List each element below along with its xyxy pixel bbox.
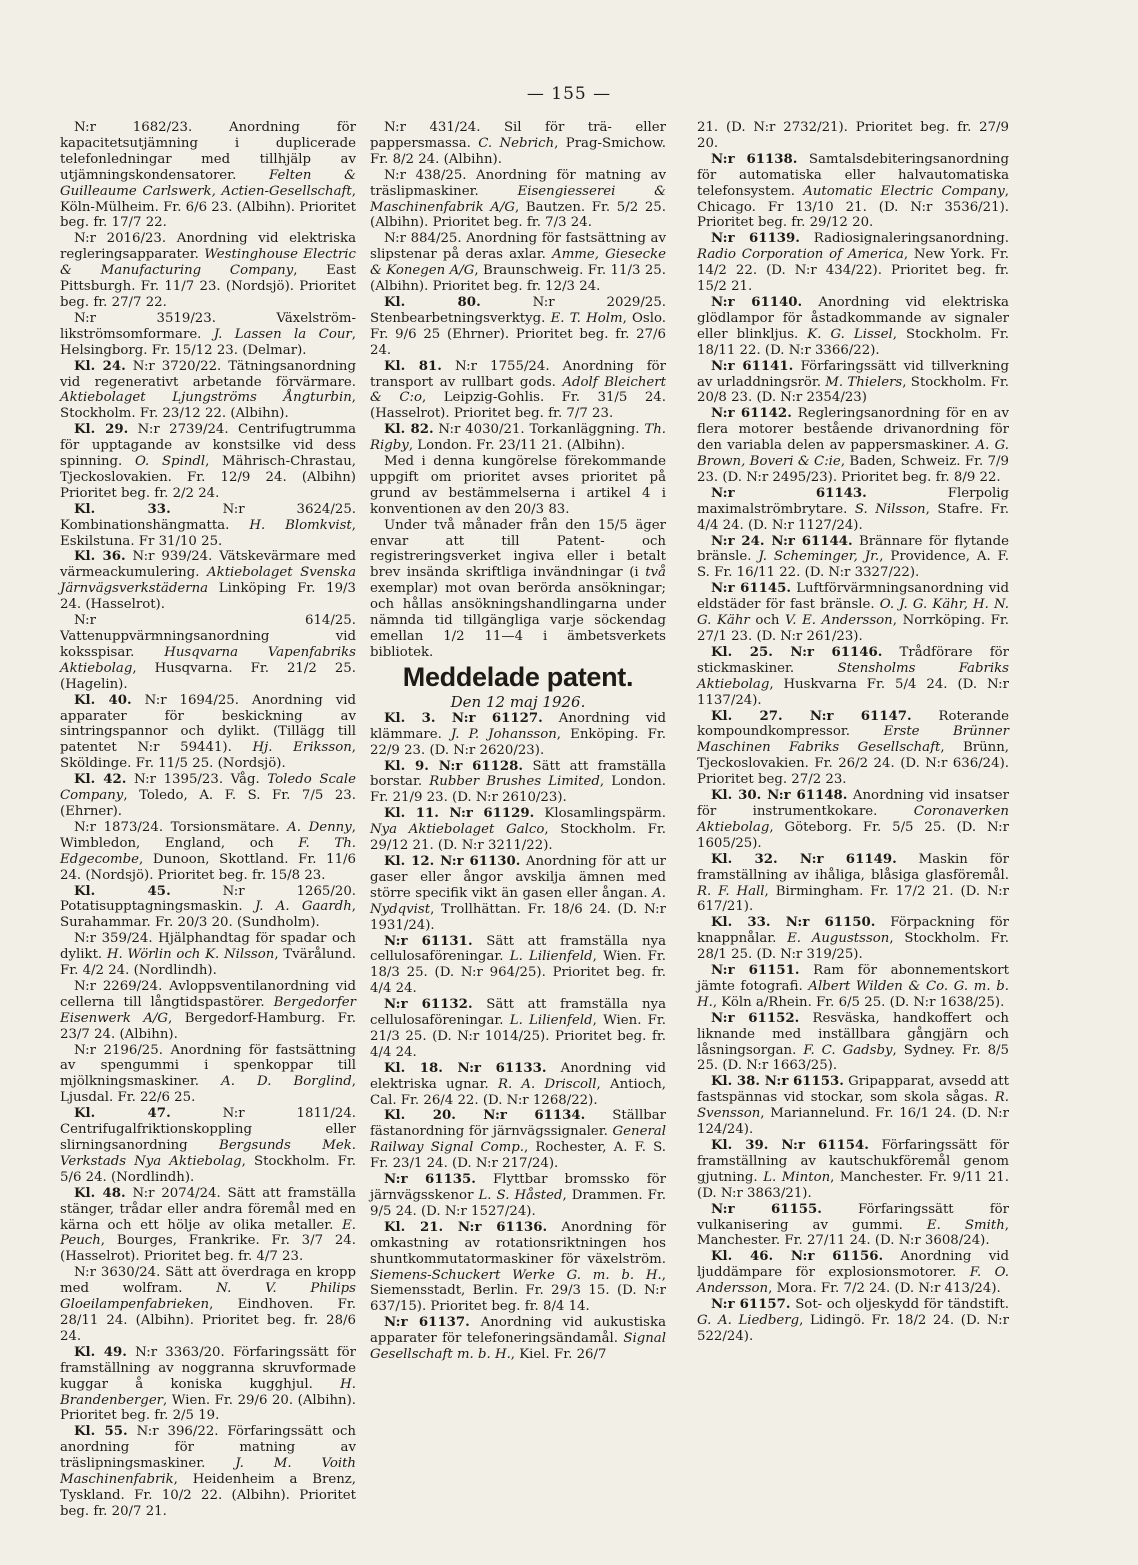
- patent-entry: Kl. 40. N:r 1694/25. Anordning vid apparater för beskickning av sintringspannor och dylikt. (Tillägg till patentet N:r 59441). Hj. Eriksson, Sköldinge. Fr. 11/5 25. (Nordsjö).: [60, 692, 357, 772]
- patent-entry: Kl. 46. N:r 61156. Anordning vid ljuddämpare för explosionsmotorer. F. O. Andersson, Mora. Fr. 7/2 24. (D. N:r 413/24).: [697, 1249, 1009, 1297]
- patent-entry: Kl. 81. N:r 1755/24. Anordning för transport av rullbart gods. Adolf Bleichert & C:o, Leipzig-Gohlis. Fr. 31/5 24. (Hasselrot). Prioritet beg. fr. 7/7 23.: [370, 358, 667, 422]
- column-right: [697, 120, 1009, 1345]
- patent-entry: N:r 614/25. Vattenuppvärmningsanordning vid koksspisar. Husqvarna Vapenfabriks Aktiebolag, Husqvarna. Fr. 21/2 25. (Hagelin).: [60, 613, 356, 692]
- patent-entry: Under två månader från den 15/5 äger envar att till Patent- och registreringsverket ingiva eller i betalt brev insända skriftliga invändningar (i två exemplar) mot ovan berörda ansökningar; och hållas ansökningshandlingarna under nämnda tid tillgängliga varje söckendag emellan 1/2 11—4 i ämbetsverkets bibliotek.: [370, 517, 666, 660]
- patent-entry: Kl. 11. N:r 61129. Klosamlingspärm. Nya Aktiebolaget Galco, Stockholm. Fr. 29/12 21. (D. N:r 3211/22).: [370, 806, 666, 854]
- patent-entry: N:r 359/24. Hjälphandtag för spadar och dylikt. H. Wörlin och K. Nilsson, Tvärålund. Fr. 4/2 24. (Nordlindh).: [60, 931, 356, 979]
- page-number: — 155 —: [526, 84, 612, 104]
- patent-entry: Kl. 33. N:r 3624/25. Kombinationshängmatta. H. Blomkvist, Eskilstuna. Fr 31/10 25.: [60, 501, 357, 549]
- patent-entry: N:r 3630/24. Sätt att överdraga en kropp med wolfram. N. V. Philips Gloeilampenfabrieken, Eindhoven. Fr. 28/11 24. (Albihn). Prioritet beg. fr. 28/6 24.: [60, 1265, 357, 1344]
- patent-entry: Kl. 49. N:r 3363/20. Förfaringssätt för framställning av noggranna skruvformade kuggar å koniska kugghjul. H. Brandenberger, Wien. Fr. 29/6 20. (Albihn). Prioritet beg. fr. 2/5 19.: [60, 1344, 356, 1424]
- patent-entry: Kl. 38. N:r 61153. Gripapparat, avsedd att fastspännas vid stockar, som skola sågas. R. Svensson, Mariannelund. Fr. 16/1 24. (D. N:r 124/24).: [697, 1074, 1009, 1138]
- patent-entry: N:r 884/25. Anordning för fastsättning av slipstenar på deras axlar. Amme, Giesecke & Konegen A/G, Braunschweig. Fr. 11/3 25. (Albihn). Prioritet beg. fr. 12/3 24.: [370, 231, 666, 295]
- patent-entry: Kl. 9. N:r 61128. Sätt att framställa borstar. Rubber Brushes Limited, London. Fr. 21/9 23. (D. N:r 2610/23).: [370, 758, 666, 806]
- patent-entry: N:r 61142. Regleringsanordning för en av flera motorer bestående drivanordning för den variabla delen av pappersmaskiner. A. G. Brown, Boveri & C:ie, Baden, Schweiz. Fr. 7/9 23. (D. N:r 2495/23). Prioritet beg. fr. 8/9 22.: [697, 406, 1009, 485]
- patent-entry: Med i denna kungörelse förekommande uppgift om prioritet avses prioritet på grund av bestämmelserna i artikel 4 i konventionen av den 20/3 83.: [370, 454, 666, 517]
- patent-entry: N:r 61131. Sätt att framställa nya cellulosaföreningar. L. Lilienfeld, Wien. Fr. 18/3 25. (D. N:r 964/25). Prioritet beg. fr. 4/4 24.: [370, 933, 667, 997]
- patent-entry: N:r 61145. Luftförvärmningsanordning vid eldstäder för fast bränsle. O. J. G. Kähr, H. N. G. Kähr och V. E. Andersson, Norrköping. Fr. 27/1 23. (D. N:r 261/23).: [697, 581, 1010, 644]
- patent-entry: N:r 61139. Radiosignaleringsanordning. Radio Corporation of America, New York. Fr. 14/2 22. (D. N:r 434/22). Prioritet beg. fr. 15/2 21.: [697, 231, 1009, 295]
- granted-patents-list: [370, 711, 666, 1363]
- patent-entry: N:r 431/24. Sil för trä- eller pappersmassa. C. Nebrich, Prag-Smichow. Fr. 8/2 24. (Albihn).: [370, 120, 666, 167]
- patent-entry: Kl. 25. N:r 61146. Trådförare för stickmaskiner. Stensholms Fabriks Aktiebolag, Huskvarna Fr. 5/4 24. (D. N:r 1137/24).: [697, 644, 1009, 708]
- patent-entry: Kl. 80. N:r 2029/25. Stenbearbetningsverktyg. E. T. Holm, Oslo. Fr. 9/6 25 (Ehrner). Prioritet beg. fr. 27/6 24.: [370, 294, 667, 358]
- patent-entry: Kl. 12. N:r 61130. Anordning för att ur gaser eller ångor avskilja ämnen med större specifik vikt än gasen eller ångan. A. Nydqvist, Trollhättan. Fr. 18/6 24. (D. N:r 1931/24).: [370, 853, 667, 933]
- patent-entry: Kl. 82. N:r 4030/21. Torkanläggning. Th. Rigby, London. Fr. 23/11 21. (Albihn).: [370, 422, 666, 454]
- patent-entry: N:r 61152. Resväska, handkoffert och liknande med inställbara gångjärn och låsningsorgan. F. C. Gadsby, Sydney. Fr. 8/5 25. (D. N:r 1663/25).: [697, 1010, 1009, 1074]
- patent-entry: N:r 2269/24. Avloppsventilanordning vid cellerna till långtidspastörer. Bergedorfer Eisenwerk A/G, Bergedorf-Hamburg. Fr. 23/7 24. (Albihn).: [60, 978, 356, 1042]
- patent-entry: Kl. 20. N:r 61134. Ställbar fästanordning för järnvägssignaler. General Railway Signal Comp., Rochester, A. F. S. Fr. 23/1 24. (D. N:r 217/24).: [370, 1108, 667, 1172]
- patent-entry: N:r 1682/23. Anordning för kapacitetsutjämning i duplicerade telefonledningar med tillhjälp av utjämningskondensatorer. Felten & Guilleaume Carlswerk, Actien-Gesellschaft, Köln-Mülheim. Fr. 6/6 23. (Albihn). Prioritet beg. fr. 17/7 22.: [60, 120, 356, 231]
- patent-entry: Kl. 45. N:r 1265/20. Potatisupptagningsmaskin. J. A. Gaardh, Surahammar. Fr. 20/3 20. (Sundholm).: [60, 883, 357, 931]
- patent-entry: 21. (D. N:r 2732/21). Prioritet beg. fr. 27/9 20.: [697, 120, 1009, 151]
- section-date: Den 12 maj 1926.: [450, 692, 586, 711]
- patent-entry: N:r 61157. Sot- och oljeskydd för tändstift. G. A. Liedberg, Lidingö. Fr. 18/2 24. (D. N:r 522/24).: [697, 1297, 1009, 1344]
- patent-entry: N:r 24. N:r 61144. Brännare för flytande bränsle. J. Scheminger, Jr., Providence, A. F. S. Fr. 16/11 22. (D. N:r 3327/22).: [697, 533, 1009, 581]
- patent-entry: Kl. 39. N:r 61154. Förfaringssätt för framställning av kautschukföremål genom gjutning. L. Minton, Manchester. Fr. 9/11 21. (D. N:r 3863/21).: [697, 1138, 1009, 1201]
- patent-entry: Kl. 27. N:r 61147. Roterande kompoundkompressor. Erste Brünner Maschinen Fabriks Gesellschaft, Brünn, Tjeckoslovakien. Fr. 26/2 24. (D. N:r 636/24). Prioritet beg. 27/2 23.: [697, 708, 1009, 788]
- patent-entry: Kl. 29. N:r 2739/24. Centrifugtrumma för upptagande av konstsilke vid dess spinning. O. Spindl, Mährisch-Chrastau, Tjeckoslovakien. Fr. 12/9 24. (Albihn) Prioritet beg. fr. 2/2 24.: [60, 422, 357, 501]
- patent-entry: N:r 61143. Flerpolig maximalströmbrytare. S. Nilsson, Stafre. Fr. 4/4 24. (D. N:r 1127/24).: [697, 485, 1009, 533]
- patent-entry: N:r 61138. Samtalsdebiteringsanordning för automatiska eller halvautomatiska telefonsystem. Automatic Electric Company, Chicago. Fr 13/10 21. (D. N:r 3536/21). Prioritet beg. fr. 29/12 20.: [697, 151, 1009, 231]
- patent-entry: N:r 2016/23. Anordning vid elektriska regleringsapparater. Westinghouse Electric & Manufacturing Company, East Pittsburgh. Fr. 11/7 23. (Nordsjö). Prioritet beg. fr. 27/7 22.: [60, 231, 356, 310]
- column-middle: [370, 120, 666, 1363]
- patent-entry: N:r 61132. Sätt att framställa nya cellulosaföreningar. L. Lilienfeld, Wien. Fr. 21/3 25. (D. N:r 1014/25). Prioritet beg. fr. 4/4 24.: [370, 997, 667, 1060]
- patent-entry: N:r 61155. Förfaringssätt för vulkanisering av gummi. E. Smith, Manchester. Fr. 27/11 24. (D. N:r 3608/24).: [697, 1201, 1009, 1249]
- patent-entry: Kl. 24. N:r 3720/22. Tätningsanordning vid regenerativt arbetande förvärmare. Aktiebolaget Ljungströms Ångturbin, Stockholm. Fr. 23/12 22. (Albihn).: [60, 358, 356, 422]
- patent-entry: N:r 2196/25. Anordning för fastsättning av spengummi i spenkoppar till mjölkningsmaskiner. A. D. Borglind, Ljusdal. Fr. 22/6 25.: [60, 1042, 356, 1106]
- patent-entry: Kl. 3. N:r 61127. Anordning vid klämmare. J. P. Johansson, Enköping. Fr. 22/9 23. (D. N:r 2620/23).: [370, 710, 666, 758]
- patent-entry: Kl. 18. N:r 61133. Anordning vid elektriska ugnar. R. A. Driscoll, Antioch, Cal. Fr. 26/4 22. (D. N:r 1268/22).: [370, 1060, 666, 1108]
- patent-entry: Kl. 47. N:r 1811/24. Centrifugalfriktionskoppling eller slirningsanordning Bergsunds Mek. Verkstads Nya Aktiebolag, Stockholm. Fr. 5/6 24. (Nordlindh).: [60, 1106, 357, 1185]
- patent-entry: N:r 1873/24. Torsionsmätare. A. Denny, Wimbledon, England, och F. Th. Edgecombe, Dunoon, Skottland. Fr. 11/6 24. (Nordsjö). Prioritet beg. fr. 15/8 23.: [60, 819, 356, 883]
- patent-entry: Kl. 42. N:r 1395/23. Våg. Toledo Scale Company, Toledo, A. F. S. Fr. 7/5 23. (Ehrner).: [60, 772, 356, 819]
- patent-entry: N:r 61135. Flyttbar bromssko för järnvägsskenor L. S. Håsted, Drammen. Fr. 9/5 24. (D. N:r 1527/24).: [370, 1172, 666, 1219]
- patent-entry: N:r 3519/23. Växelström-likströmsomformare. J. Lassen la Cour, Helsingborg. Fr. 15/12 23. (Delmar).: [60, 310, 356, 358]
- patent-entry: Kl. 48. N:r 2074/24. Sätt att framställa stänger, trådar eller andra föremål med en kärna och ett hölje av olika metaller. E. Peuch, Bourges, Frankrike. Fr. 3/7 24. (Hasselrot). Prioritet beg. fr. 4/7 23.: [60, 1185, 356, 1265]
- patent-entry: Kl. 21. N:r 61136. Anordning för omkastning av rotationsriktningen hos shuntkommutatormaskiner för växelström. Siemens-Schuckert Werke G. m. b. H., Siemensstadt, Berlin. Fr. 29/3 15. (D. N:r 637/15). Prioritet beg. fr. 8/4 14.: [370, 1219, 666, 1315]
- patent-entry: Kl. 30. N:r 61148. Anordning vid insatser för instrumentkokare. Coronaverken Aktiebolag, Göteborg. Fr. 5/5 25. (D. N:r 1605/25).: [697, 788, 1009, 851]
- patent-entry: Kl. 55. N:r 396/22. Förfaringssätt och anordning för matning av träslipningsmaskiner. J. M. Voith Maschinenfabrik, Heidenheim a Brenz, Tyskland. Fr. 10/2 22. (Albihn). Prioritet beg. fr. 20/7 21.: [60, 1424, 356, 1519]
- patent-entry: N:r 61141. Förfaringssätt vid tillverkning av urladdningsrör. M. Thielers, Stockholm. Fr. 20/8 23. (D. N:r 2354/23): [697, 358, 1009, 406]
- announcements-list: [370, 120, 666, 661]
- patent-entry: N:r 61137. Anordning vid aukustiska apparater för telefoneringsändamål. Signal Gesellschaft m. b. H., Kiel. Fr. 26/7: [370, 1315, 666, 1363]
- patent-entry: Kl. 32. N:r 61149. Maskin för framställning av ihåliga, blåsiga glasföremål. R. F. Hall, Birmingham. Fr. 17/2 21. (D. N:r 617/21).: [697, 851, 1009, 915]
- patent-entry: N:r 438/25. Anordning för matning av träslipmaskiner. Eisengiesserei & Maschinenfabrik A/G, Bautzen. Fr. 5/2 25. (Albihn). Prioritet beg. fr. 7/3 24.: [370, 167, 666, 231]
- patent-entry: N:r 61151. Ram för abonnementskort jämte fotografi. Albert Wilden & Co. G. m. b. H., Köln a/Rhein. Fr. 6/5 25. (D. N:r 1638/25).: [697, 963, 1009, 1010]
- section-heading: Meddelade patent.: [402, 661, 634, 692]
- patent-entry: Kl. 33. N:r 61150. Förpackning för knappnålar. E. Augustsson, Stockholm. Fr. 28/1 25. (D. N:r 319/25).: [697, 915, 1009, 963]
- patent-entry: Kl. 36. N:r 939/24. Vätskevärmare med värmeackumulering. Aktiebolaget Svenska Järnvägsverkstäderna Linköping Fr. 19/3 24. (Hasselrot).: [60, 549, 357, 613]
- column-left: [60, 120, 356, 1520]
- patent-entry: N:r 61140. Anordning vid elektriska glödlampor för åstadkommande av signaler eller blinkljus. K. G. Lissel, Stockholm. Fr. 18/11 22. (D. N:r 3366/22).: [697, 294, 1010, 358]
